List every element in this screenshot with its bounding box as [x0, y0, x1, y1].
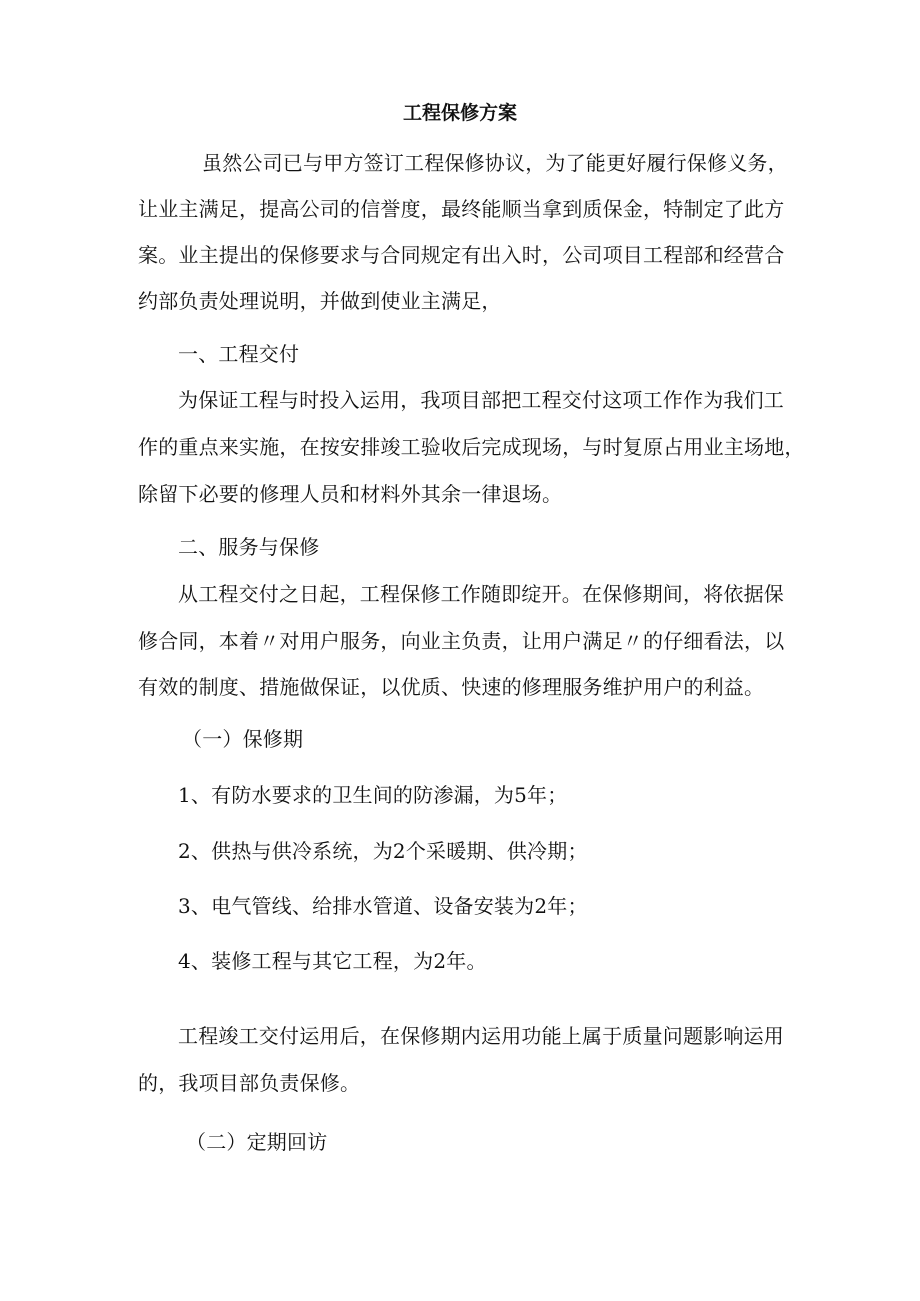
- warranty-item-1: 1、有防水要求的卫生间的防渗漏，为5年；: [178, 783, 568, 807]
- warranty-item-4: 4、装修工程与其它工程，为2年。: [178, 949, 487, 973]
- delivery-line-2: 作的重点来实施，在按安排竣工验收后完成现场，与时复原占用业主场地，: [138, 435, 805, 459]
- service-line-3: 有效的制度、措施做保证，以优质、快速的修理服务维护用户的利益。: [138, 675, 765, 699]
- delivery-line-1: 为保证工程与时投入运用，我项目部把工程交付这项工作作为我们工: [178, 388, 784, 412]
- intro-line-4: 约部负责处理说明，并做到使业主满足，: [138, 289, 502, 313]
- subsection-heading-regular-visits: （二）定期回访: [186, 1130, 328, 1154]
- intro-line-3: 案。业主提出的保修要求与合同规定有出入时，公司项目工程部和经营合: [138, 243, 785, 267]
- subsection-heading-warranty-period: （一）保修期: [182, 727, 304, 751]
- section-heading-service: 二、服务与保修: [178, 535, 320, 559]
- intro-line-1: 虽然公司已与甲方签订工程保修协议，为了能更好履行保修义务，: [202, 151, 788, 175]
- intro-line-2: 让业主满足，提高公司的信誉度，最终能顺当拿到质保金，特制定了此方: [138, 197, 785, 221]
- service-line-2: 修合同，本着〃对用户服务，向业主负责，让用户满足〃的仔细看法，以: [138, 629, 785, 653]
- warranty-item-3: 3、电气管线、给排水管道、设备安装为2年；: [178, 894, 588, 918]
- section-heading-delivery: 一、工程交付: [178, 342, 300, 366]
- document-title: 工程保修方案: [402, 102, 517, 124]
- delivery-line-3: 除留下必要的修理人员和材料外其余一律退场。: [138, 482, 563, 506]
- warranty-note-line-1: 工程竣工交付运用后，在保修期内运用功能上属于质量问题影响运用: [178, 1024, 784, 1048]
- warranty-item-2: 2、供热与供冷系统，为2个采暖期、供冷期；: [178, 839, 588, 863]
- warranty-note-line-2: 的，我项目部负责保修。: [138, 1071, 361, 1095]
- service-line-1: 从工程交付之日起，工程保修工作随即绽开。在保修期间，将依据保: [178, 582, 784, 606]
